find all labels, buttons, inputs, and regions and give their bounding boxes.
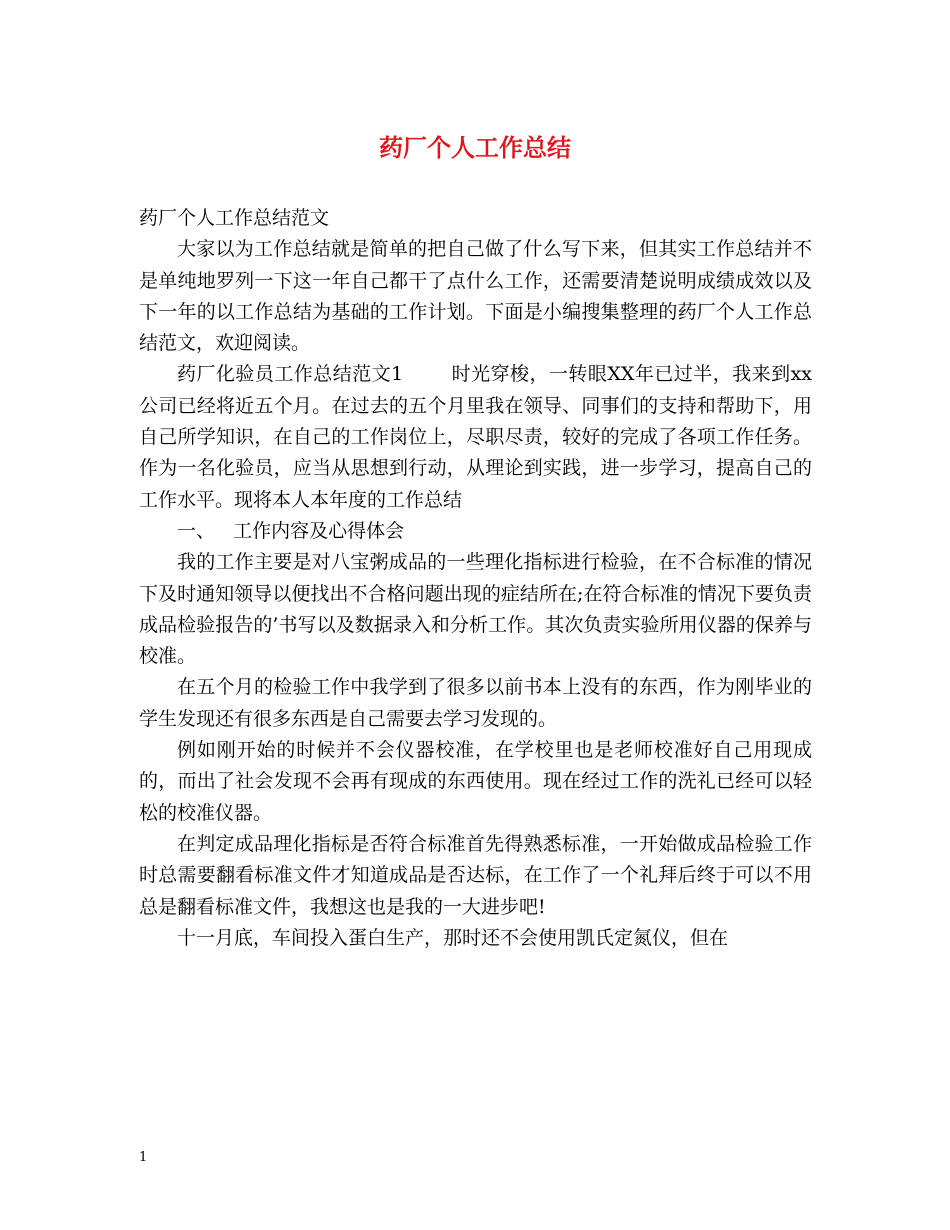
paragraph-intro: 大家以为工作总结就是简单的把自己做了什么写下来，但其实工作总结并不是单纯地罗列一下这一年自己都干了点什么工作，还需要清楚说明成绩成效以及下一年的以工作总结为基础的工作计划。下面是小编搜集整理的药厂个人工作总结范文，欢迎阅读。 (139, 238, 812, 355)
example-heading: 药厂化验员工作总结范文1 (177, 363, 404, 386)
paragraph-protein: 十一月底，车间投入蛋白生产，那时还不会使用凯氏定氮仪，但在 (177, 926, 729, 949)
section-title: 工作内容及心得体会 (233, 519, 405, 542)
section-heading (139, 516, 812, 547)
document-subtitle: 药厂个人工作总结范文 (139, 207, 330, 229)
paragraph-standards: 在判定成品理化指标是否符合标准首先得熟悉标准，一开始做成品检验工作时总需要翻看标准文件才知道成品是否达标，在工作了一个礼拜后终于可以不用总是翻看标准文件，我想这也是我的一大进步吧! (139, 832, 812, 918)
paragraph-learning: 在五个月的检验工作中我学到了很多以前书本上没有的东西，作为刚毕业的学生发现还有很多东西是自己需要去学习发现的。 (139, 676, 812, 730)
paragraph-work-content: 我的工作主要是对八宝粥成品的一些理化指标进行检验，在不合标准的情况下及时通知领导以便找出不合格问题出现的症结所在;在符合标准的情况下要负责成品检验报告的’书写以及数据录入和分析工作。其次负责实验所用仪器的保养与校准。 (139, 551, 812, 668)
document-title: 药厂个人工作总结 (379, 133, 571, 162)
example-text: 时光穿梭，一转眼XX年已过半，我来到xx公司已经将近五个月。在过去的五个月里我在领导、同事们的支持和帮助下，用自己所学知识，在自己的工作岗位上，尽职尽责，较好的完成了各项工作任务。作为一名化验员，应当从思想到行动，从理论到实践，进一步学习，提高自己的工作水平。现将本人本年度的工作总结 (139, 363, 813, 511)
paragraph-example-1 (139, 359, 812, 515)
paragraph-calibration: 例如刚开始的时候并不会仪器校准，在学校里也是老师校准好自己用现成的，而出了社会发现不会再有现成的东西使用。现在经过工作的洗礼已经可以轻松的校准仪器。 (139, 739, 812, 824)
document-body (139, 203, 812, 954)
section-number: 一、 (177, 519, 216, 542)
page-number: 1 (139, 1150, 148, 1165)
